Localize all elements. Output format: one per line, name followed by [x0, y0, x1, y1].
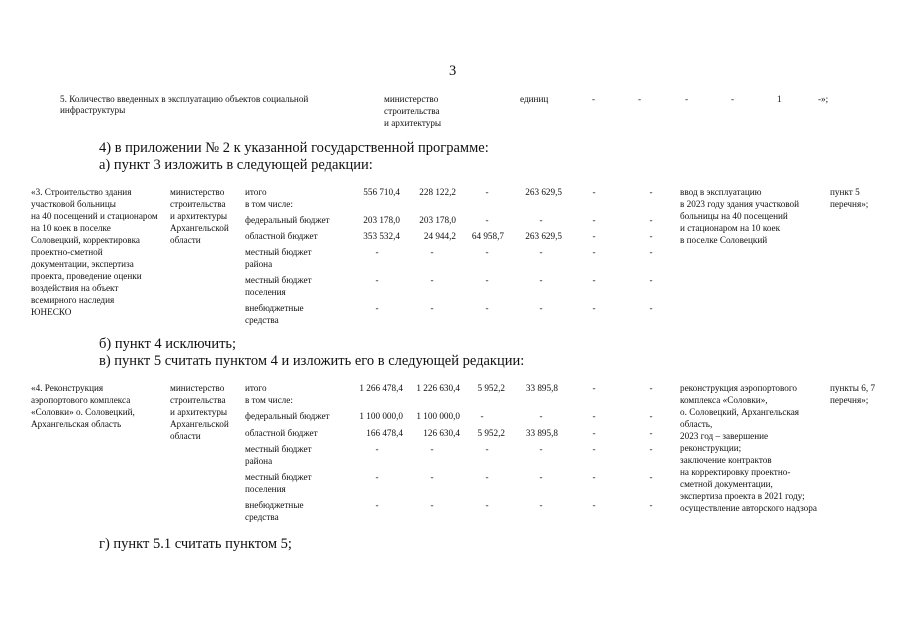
- source-label: областной бюджет: [245, 231, 318, 241]
- value-cell: -: [592, 500, 596, 510]
- value-cell: -: [649, 275, 653, 285]
- value-cell: 1 266 478,4: [359, 383, 403, 393]
- value-cell: 33 895,8: [525, 428, 558, 438]
- value-cell: -: [375, 303, 379, 313]
- source-label: поселения: [245, 484, 286, 494]
- result-line: экспертиза проекта в 2021 году;: [680, 491, 805, 501]
- result-line: область,: [680, 419, 713, 429]
- value-cell: -: [430, 500, 434, 510]
- ministry-line: министерство: [384, 94, 439, 104]
- result-line: осуществление авторского надзора: [680, 503, 817, 513]
- value-cell: -: [375, 275, 379, 285]
- value-cell: -: [592, 187, 596, 197]
- value-cell: -: [430, 444, 434, 454]
- indicator-name: 5. Количество введенных в эксплуатацию объектов социальной инфраструктуры: [60, 94, 309, 115]
- source-label: района: [245, 456, 273, 466]
- value-cell: -: [731, 94, 735, 104]
- item-name-line: воздействия на объект: [31, 283, 119, 293]
- value-cell: -: [485, 444, 489, 454]
- source-label: средства: [245, 512, 279, 522]
- source-label: областной бюджет: [245, 428, 318, 438]
- source-label: местный бюджет: [245, 472, 312, 482]
- link-line: перечня»;: [830, 395, 869, 405]
- value-cell: -: [649, 472, 653, 482]
- link-line: пункты 6, 7: [830, 383, 876, 393]
- value-cell: 228 122,2: [419, 187, 456, 197]
- item-name-line: всемирного наследия: [31, 295, 115, 305]
- ministry-line: и архитектуры: [170, 211, 228, 221]
- result-line: и стационаром на 10 коек: [680, 223, 781, 233]
- value-cell: 64 958,7: [471, 231, 504, 241]
- page-number: 3: [449, 63, 457, 79]
- ministry-line: министерство: [170, 383, 225, 393]
- value-cell: -: [592, 472, 596, 482]
- value-cell: -: [649, 247, 653, 257]
- item-name-line: документации, экспертиза: [31, 259, 134, 269]
- value-cell: -: [649, 187, 653, 197]
- item-name-line: на 40 посещений и стационаром: [31, 211, 158, 221]
- value-cell: -: [592, 444, 596, 454]
- result-line: о. Соловецкий, Архангельская: [680, 407, 800, 417]
- value-cell: -: [592, 275, 596, 285]
- item-name-line: проектно-сметной: [31, 247, 103, 257]
- ministry-line: области: [170, 235, 201, 245]
- result-line: на корректировку проектно-: [680, 467, 791, 477]
- value-cell: -: [649, 428, 653, 438]
- heading-a: а) пункт 3 изложить в следующей редакции:: [99, 157, 373, 173]
- item-name-line: аэропортового комплекса: [31, 395, 131, 405]
- item-name-line: Соловецкий, корректировка: [31, 235, 141, 245]
- value-cell: -: [539, 215, 543, 225]
- value-cell: 353 532,4: [363, 231, 400, 241]
- value-cell: 5 952,2: [477, 428, 505, 438]
- ministry-line: и архитектуры: [384, 118, 442, 128]
- value-cell: -: [375, 472, 379, 482]
- item-name-line: Архангельская область: [31, 419, 122, 429]
- value-cell: -: [430, 275, 434, 285]
- value-cell: -: [539, 411, 543, 421]
- ministry-line: строительства: [170, 395, 226, 405]
- value-cell: -: [480, 411, 484, 421]
- source-label: итого: [245, 383, 267, 393]
- value-cell: -: [649, 444, 653, 454]
- value-cell: -: [539, 303, 543, 313]
- value-cell: -: [649, 231, 653, 241]
- value-cell: 556 710,4: [363, 187, 400, 197]
- value-cell: -: [539, 444, 543, 454]
- value-cell: -: [539, 275, 543, 285]
- value-cell: -: [592, 303, 596, 313]
- value-cell: -: [649, 303, 653, 313]
- ministry-line: министерство: [170, 187, 225, 197]
- result-line: реконструкция аэропортового: [680, 383, 797, 393]
- value-cell: -: [592, 215, 596, 225]
- source-label: в том числе:: [245, 395, 293, 405]
- value-cell: 203 178,0: [419, 215, 456, 225]
- value-cell: 263 629,5: [525, 231, 562, 241]
- value-cell: -: [430, 472, 434, 482]
- source-label: внебюджетные: [245, 303, 304, 313]
- ministry-line: и архитектуры: [170, 407, 228, 417]
- value-cell: -: [685, 94, 689, 104]
- value-cell: -: [485, 472, 489, 482]
- value-cell: -: [375, 500, 379, 510]
- value-cell: -: [592, 247, 596, 257]
- value-cell: -: [485, 275, 489, 285]
- result-line: комплекса «Соловки»,: [680, 395, 768, 405]
- source-label: внебюджетные: [245, 500, 304, 510]
- value-cell: 24 944,2: [423, 231, 456, 241]
- value-cell: 1 226 630,4: [416, 383, 460, 393]
- value-cell: -: [649, 411, 653, 421]
- ministry-line: строительства: [170, 199, 226, 209]
- value-cell: -: [592, 231, 596, 241]
- item-name-line: «4. Реконструкция: [31, 383, 104, 393]
- result-line: заключение контрактов: [680, 455, 772, 465]
- source-label: итого: [245, 187, 267, 197]
- item-name-line: участковой больницы: [31, 199, 116, 209]
- heading-4: 4) в приложении № 2 к указанной государственной программе:: [99, 140, 489, 156]
- item-name-line: «Соловки» о. Соловецкий,: [31, 407, 135, 417]
- value-cell: -: [592, 94, 596, 104]
- source-label: местный бюджет: [245, 247, 312, 257]
- source-label: средства: [245, 315, 279, 325]
- heading-g: г) пункт 5.1 считать пунктом 5;: [99, 536, 292, 552]
- value-cell: -: [430, 247, 434, 257]
- value-cell: 33 895,8: [525, 383, 558, 393]
- value-cell: 1 100 000,0: [359, 411, 403, 421]
- value-cell: -: [485, 303, 489, 313]
- value-cell: 5 952,2: [477, 383, 505, 393]
- value-cell: -»;: [818, 94, 829, 104]
- ministry-line: строительства: [384, 106, 440, 116]
- value-cell: -: [638, 94, 642, 104]
- item-name-line: на 10 коек в поселке: [31, 223, 111, 233]
- value-cell: 166 478,4: [366, 428, 403, 438]
- link-line: пункт 5: [830, 187, 860, 197]
- ministry-line: Архангельской: [170, 223, 229, 233]
- value-cell: -: [539, 500, 543, 510]
- result-line: сметной документации,: [680, 479, 773, 489]
- value-cell: -: [592, 383, 596, 393]
- value-cell: -: [649, 383, 653, 393]
- value-cell: -: [430, 303, 434, 313]
- item-name-line: «3. Строительство здания: [31, 187, 132, 197]
- result-line: реконструкции;: [680, 443, 742, 453]
- heading-b: б) пункт 4 исключить;: [99, 336, 237, 352]
- heading-v: в) пункт 5 считать пунктом 4 и изложить его в следующей редакции:: [99, 353, 525, 369]
- source-label: поселения: [245, 287, 286, 297]
- value-cell: -: [592, 411, 596, 421]
- value-cell: 203 178,0: [363, 215, 400, 225]
- value-cell: -: [485, 215, 489, 225]
- source-label: федеральный бюджет: [245, 215, 330, 225]
- result-line: больницы на 40 посещений: [680, 211, 788, 221]
- value-cell: -: [485, 247, 489, 257]
- result-line: ввод в эксплуатацию: [680, 187, 762, 197]
- source-label: местный бюджет: [245, 275, 312, 285]
- result-line: в 2023 году здания участковой: [680, 199, 800, 209]
- result-line: в поселке Соловецкий: [680, 235, 768, 245]
- unit: единиц: [520, 94, 549, 104]
- value-cell: -: [485, 500, 489, 510]
- value-cell: -: [592, 428, 596, 438]
- value-cell: -: [649, 500, 653, 510]
- item-name-line: ЮНЕСКО: [31, 307, 72, 317]
- value-cell: -: [375, 247, 379, 257]
- value-cell: -: [485, 187, 489, 197]
- value-cell: 126 630,4: [423, 428, 460, 438]
- item-name-line: проекта, проведение оценки: [31, 271, 142, 281]
- value-cell: 1 100 000,0: [416, 411, 460, 421]
- value-cell: -: [539, 472, 543, 482]
- source-label: в том числе:: [245, 199, 293, 209]
- result-line: 2023 год – завершение: [680, 431, 769, 441]
- value-cell: -: [375, 444, 379, 454]
- value-cell: -: [539, 247, 543, 257]
- ministry-line: Архангельской: [170, 419, 229, 429]
- source-label: федеральный бюджет: [245, 411, 330, 421]
- value-cell: 263 629,5: [525, 187, 562, 197]
- source-label: местный бюджет: [245, 444, 312, 454]
- value-cell: -: [649, 215, 653, 225]
- value-cell: 1: [777, 94, 782, 104]
- ministry-line: области: [170, 431, 201, 441]
- source-label: района: [245, 259, 273, 269]
- link-line: перечня»;: [830, 199, 869, 209]
